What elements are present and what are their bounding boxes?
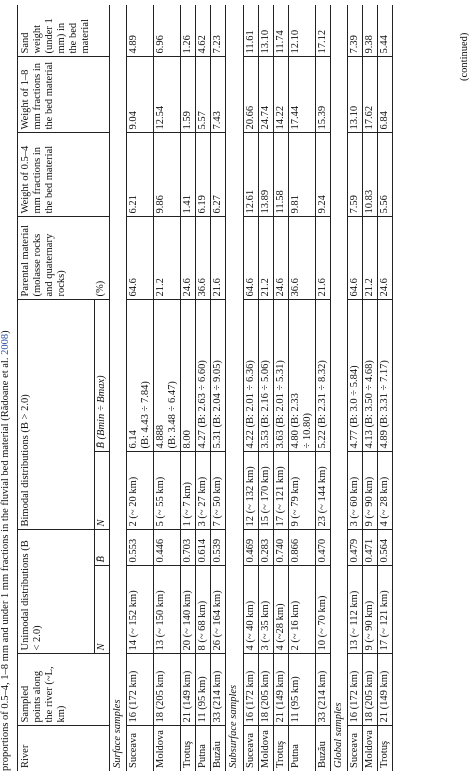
subheader-row (94, 5, 109, 771)
cell-w18: 17.62 (363, 57, 378, 133)
cell-b1: 0.471 (363, 530, 378, 566)
table-row (127, 5, 154, 771)
cell-parental: 24.6 (181, 217, 196, 300)
cell-n1: 13 (~ 150 km) (154, 566, 181, 654)
citation-link[interactable]: 2008 (0, 333, 11, 355)
table-row (243, 5, 258, 771)
cell-sampled: 18 (205 km) (154, 654, 181, 726)
caption-close: ) (0, 330, 11, 334)
cell-b1: 0.564 (378, 530, 393, 566)
cell-river: Buzău (211, 726, 226, 771)
cell-sampled: 33 (214 km) (315, 654, 330, 726)
cell-river: Putna (196, 726, 211, 771)
cell-river: Buzău (315, 726, 330, 771)
cell-b2 (258, 300, 273, 452)
cell-n1: 4 (~ 40 km) (243, 566, 258, 654)
cell-n1: 9 (~ 90 km) (363, 566, 378, 654)
cell-n1: 26 (~ 164 km) (211, 566, 226, 654)
cell-parental: 21.2 (258, 217, 273, 300)
cell-n2: 1 (~ 7 km) (181, 452, 196, 530)
section-row (226, 5, 243, 771)
cell-w054: 6.21 (127, 133, 154, 217)
cell-b2 (288, 300, 315, 452)
table-row (258, 5, 273, 771)
header-bimodal: Bimodal distributions (B > 2.0) (18, 300, 95, 530)
cell-sampled: 11 (95 km) (288, 654, 315, 726)
cell-b2 (211, 300, 226, 452)
cell-w054: 9.81 (288, 133, 315, 217)
cell-b1: 0.553 (127, 530, 154, 566)
cell-b2-line: 3.63 (B: 2.01 ÷ 5.31) (274, 360, 286, 449)
cell-b2-line: 4.77 (B: 3.0 ÷ 5.84) (348, 365, 360, 449)
cell-river: Trotuş (181, 726, 196, 771)
section-row (330, 5, 347, 771)
cell-river: Suceava (243, 726, 258, 771)
cell-b2-line: 6.14 (128, 430, 139, 449)
cell-b1: 0.470 (315, 530, 330, 566)
cell-w054: 9.24 (315, 133, 330, 217)
cell-n1: 3 (~ 35 km) (258, 566, 273, 654)
cell-w18: 20.66 (243, 57, 258, 133)
cell-w18: 13.10 (347, 57, 362, 133)
subheader-b-bimodal: B̄ (Bmin ÷ Bmax) (94, 300, 109, 452)
cell-b2 (196, 300, 211, 452)
table-row (363, 5, 378, 771)
cell-b2 (127, 300, 154, 452)
table-caption (0, 0, 12, 771)
table-row (273, 5, 288, 771)
cell-b2-line: 4.888 (155, 424, 167, 449)
subheader-b-unimodal: B̄ (94, 530, 109, 566)
cell-b2-range: ÷ 10.80) (301, 412, 313, 449)
table-row (211, 5, 226, 771)
table-row (288, 5, 315, 771)
cell-n1: 20 (~ 140 km) (181, 566, 196, 654)
cell-n1: 13 (~ 112 km) (347, 566, 362, 654)
cell-b2 (378, 300, 393, 452)
table-row (347, 5, 362, 771)
cell-sand: 11.61 (243, 5, 258, 57)
cell-parental: 21.6 (211, 217, 226, 300)
cell-sand: 7.23 (211, 5, 226, 57)
cell-w18: 14.22 (273, 57, 288, 133)
section-title: Surface samples (111, 699, 123, 768)
cell-river: Trotuş (378, 726, 393, 771)
cell-n1: 17 (~ 121 km) (378, 566, 393, 654)
cell-b1: 0.740 (273, 530, 288, 566)
cell-b2-line: 3.53 (B: 2.16 ÷ 5.06) (259, 360, 271, 449)
cell-sampled: 11 (95 km) (196, 654, 211, 726)
cell-b1: 0.446 (154, 530, 181, 566)
cell-sand: 17.12 (315, 5, 330, 57)
cell-sampled: 33 (214 km) (211, 654, 226, 726)
section-row (109, 5, 126, 771)
table-body (109, 5, 392, 771)
cell-w054: 7.59 (347, 133, 362, 217)
table-row (181, 5, 196, 771)
cell-n2: 3 (~ 27 km) (196, 452, 211, 530)
cell-n2: 9 (~ 90 km) (363, 452, 378, 530)
cell-b2 (154, 300, 181, 452)
cell-b1: 0.283 (258, 530, 273, 566)
cell-b2-line: 4.80 (B: 2.33 (289, 393, 301, 449)
cell-river: Suceava (127, 726, 154, 771)
header-weight-1-8: Weight of 1–8 mm fractions in the bed material (18, 57, 95, 133)
table-row (154, 5, 181, 771)
cell-river: Moldova (363, 726, 378, 771)
cell-w054: 6.19 (196, 133, 211, 217)
cell-b1: 0.614 (196, 530, 211, 566)
cell-b2-line: 4.89 (B: 3.31 ÷ 7.17) (379, 360, 391, 449)
header-river: River (18, 726, 95, 771)
cell-b2-range: (B: 4.43 ÷ 7.84) (140, 381, 152, 449)
cell-sand: 1.26 (181, 5, 196, 57)
cell-sampled: 18 (205 km) (363, 654, 378, 726)
cell-river: Moldova (154, 726, 181, 771)
cell-sand: 4.89 (127, 5, 154, 57)
cell-parental: 64.6 (347, 217, 362, 300)
cell-n1: 8 (~ 68 km) (196, 566, 211, 654)
cell-sand: 11.74 (273, 5, 288, 57)
cell-sampled: 16 (172 km) (347, 654, 362, 726)
cell-sampled: 16 (172 km) (243, 654, 258, 726)
cell-b2-line: 5.22 (B: 2.31 ÷ 8.32) (316, 360, 328, 449)
cell-b2-line: 4.27 (B: 2.63 ÷ 6.60) (197, 360, 209, 449)
section-title: Subsurface samples (226, 5, 243, 771)
cell-parental: 24.6 (378, 217, 393, 300)
continued-note: (continued) (459, 32, 470, 81)
cell-w054: 12.61 (243, 133, 258, 217)
cell-w054: 6.27 (211, 133, 226, 217)
cell-w18: 1.59 (181, 57, 196, 133)
cell-sand: 7.39 (347, 5, 362, 57)
section-title: Global samples (330, 5, 347, 771)
cell-b1: 0.866 (288, 530, 315, 566)
cell-w054: 13.89 (258, 133, 273, 217)
cell-w18: 9.04 (127, 57, 154, 133)
cell-b2 (315, 300, 330, 452)
cell-b1: 0.703 (181, 530, 196, 566)
cell-parental: 24.6 (273, 217, 288, 300)
cell-w054: 10.83 (363, 133, 378, 217)
cell-w18: 12.54 (154, 57, 181, 133)
table-row (315, 5, 330, 771)
cell-w18: 17.44 (288, 57, 315, 133)
cell-b2-line: 5.31 (B: 2.04 ÷ 9.05) (212, 360, 224, 449)
cell-sand: 9.38 (363, 5, 378, 57)
cell-river: Suceava (347, 726, 362, 771)
cell-n2: 9 (~ 79 km) (288, 452, 315, 530)
cell-w18: 15.39 (315, 57, 330, 133)
cell-b2-line: 4.13 (B: 3.50 ÷ 4.68) (364, 360, 375, 449)
cell-n2: 3 (~ 60 km) (347, 452, 362, 530)
data-table (17, 5, 393, 771)
cell-parental: 21.6 (315, 217, 330, 300)
header-sampled: Sampled points along the river (~L, km) (18, 654, 95, 726)
header-sand: Sand weight (under 1 mm) in the bed material (18, 5, 95, 57)
table-row (378, 5, 393, 771)
cell-river: Putna (288, 726, 315, 771)
cell-n2: 17 (~ 121 km) (273, 452, 288, 530)
cell-b1: 0.469 (243, 530, 258, 566)
cell-n2: 5 (~ 55 km) (154, 452, 181, 530)
cell-sampled: 16 (172 km) (127, 654, 154, 726)
cell-n2: 23 (~ 144 km) (315, 452, 330, 530)
header-unimodal: Unimodal distributions (B < 2.0) (18, 530, 95, 654)
cell-sand: 4.62 (196, 5, 211, 57)
cell-w18: 7.43 (211, 57, 226, 133)
cell-w054: 11.58 (273, 133, 288, 217)
subheader-n-bimodal: N (94, 452, 109, 530)
caption-text: proportions of 0.5–4, 1–8 mm and under 1 mm fractions in the fluvial bed material (Rădoane et al. (0, 357, 11, 771)
cell-sampled: 21 (149 km) (181, 654, 196, 726)
cell-b2-line: 8.00 (182, 430, 194, 449)
cell-n2: 2 (~ 20 km) (127, 452, 154, 530)
cell-b2 (273, 300, 288, 452)
cell-river: Trotuş (273, 726, 288, 771)
cell-sampled: 21 (149 km) (273, 654, 288, 726)
cell-parental: 21.2 (154, 217, 181, 300)
cell-n2: 12 (~ 132 km) (243, 452, 258, 530)
subheader-pct: (%) (94, 217, 109, 300)
cell-b2 (363, 300, 378, 452)
cell-parental: 21.2 (363, 217, 378, 300)
cell-n2: 4 (~ 28 km) (378, 452, 393, 530)
cell-b1: 0.539 (211, 530, 226, 566)
cell-sampled: 18 (205 km) (258, 654, 273, 726)
cell-n1: 10 (~ 70 km) (315, 566, 330, 654)
cell-w18: 5.57 (196, 57, 211, 133)
cell-n1: 4 (~28 km) (273, 566, 288, 654)
cell-w18: 6.84 (378, 57, 393, 133)
header-parental: Parental material (molasse rocks and quaternary rocks) (18, 217, 95, 300)
cell-n2: 15 (~ 170 km) (258, 452, 273, 530)
cell-parental: 64.6 (127, 217, 154, 300)
cell-parental: 36.6 (196, 217, 211, 300)
cell-b1: 0.479 (347, 530, 362, 566)
cell-sand: 6.96 (154, 5, 181, 57)
cell-river: Moldova (258, 726, 273, 771)
cell-parental: 36.6 (288, 217, 315, 300)
table-row (196, 5, 211, 771)
cell-b2 (347, 300, 362, 452)
cell-parental: 64.6 (243, 217, 258, 300)
cell-b2 (181, 300, 196, 452)
cell-n1: 2 (~ 16 km) (288, 566, 315, 654)
cell-w054: 5.56 (378, 133, 393, 217)
cell-b2-range: (B: 3.48 ÷ 6.47) (167, 381, 179, 449)
cell-b2 (243, 300, 258, 452)
cell-sand: 5.44 (378, 5, 393, 57)
subheader-n-unimodal: N (94, 566, 109, 654)
cell-sampled: 21 (149 km) (378, 654, 393, 726)
cell-n2: 7 (~ 50 km) (211, 452, 226, 530)
cell-sand: 13.10 (258, 5, 273, 57)
cell-w054: 1.41 (181, 133, 196, 217)
cell-w18: 24.74 (258, 57, 273, 133)
cell-n1: 14 (~ 152 km) (127, 566, 154, 654)
cell-sand: 12.10 (288, 5, 315, 57)
cell-b2-line: 4.22 (B: 2.01 ÷ 6.36) (244, 360, 256, 449)
header-row (18, 5, 95, 771)
cell-w054: 9.86 (154, 133, 181, 217)
header-weight-05-4: Weight of 0.5–4 mm fractions in the bed material (18, 133, 95, 217)
